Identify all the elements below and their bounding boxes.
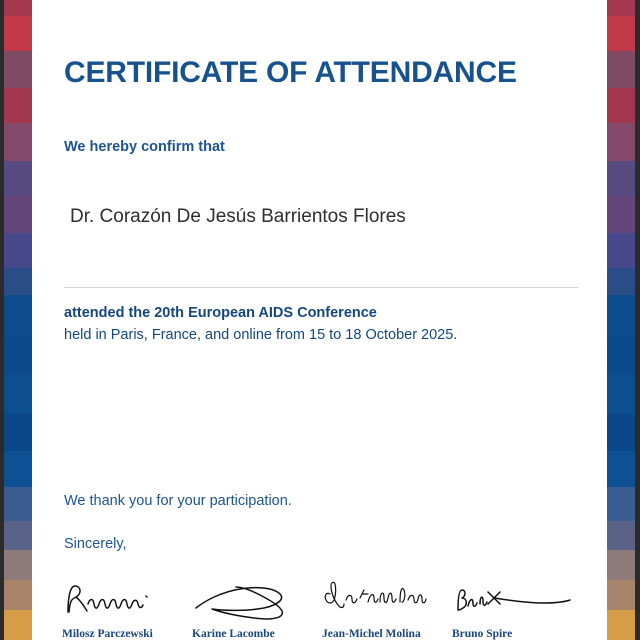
section-divider (64, 287, 578, 288)
confirmation-statement: We hereby confirm that (64, 139, 225, 155)
closing-salutation: Sincerely, (64, 536, 127, 552)
stripe-band-2 (4, 51, 32, 88)
stripe-band-2 (607, 51, 635, 88)
signatory-name: Karine Lacombe (192, 628, 275, 640)
stripe-band-7 (4, 233, 32, 268)
signature-block (322, 578, 452, 640)
signature-block (452, 578, 582, 640)
stripe-band-16 (607, 550, 635, 580)
handwritten-signature-icon (452, 578, 582, 620)
page-title: CERTIFICATE OF ATTENDANCE (64, 56, 517, 89)
stripe-band-17 (607, 580, 635, 610)
stripe-band-18 (607, 610, 635, 640)
signatory-name: Bruno Spire (452, 628, 513, 640)
stripe-band-11 (607, 375, 635, 414)
stripe-band-3 (4, 88, 32, 123)
stripe-band-9 (4, 295, 32, 337)
stripe-band-4 (607, 123, 635, 162)
stripe-band-4 (4, 123, 32, 162)
signature-block (192, 578, 322, 640)
stripe-band-13 (4, 451, 32, 488)
stripe-band-5 (4, 161, 32, 196)
handwritten-signature-icon (192, 578, 322, 620)
stripe-band-10 (4, 337, 32, 376)
stripe-band-14 (4, 487, 32, 520)
thank-you-statement: We thank you for your participation. (64, 493, 292, 509)
event-name: attended the 20th European AIDS Conference (64, 305, 377, 321)
stripe-band-11 (4, 375, 32, 414)
stripe-band-6 (4, 196, 32, 233)
handwritten-signature-icon (322, 578, 452, 620)
stripe-band-12 (4, 414, 32, 451)
stripe-band-1 (4, 16, 32, 51)
stripe-band-3 (607, 88, 635, 123)
stripe-band-5 (607, 161, 635, 196)
stripe-band-1 (607, 16, 635, 51)
stripe-band-18 (4, 610, 32, 640)
stripe-band-16 (4, 550, 32, 580)
stripe-band-14 (607, 487, 635, 520)
stripe-band-17 (4, 580, 32, 610)
recipient-name: Dr. Corazón De Jesús Barrientos Flores (70, 206, 406, 227)
signatory-name: Jean-Michel Molina (322, 628, 421, 640)
stripe-band-0 (607, 0, 635, 16)
stripe-band-12 (607, 414, 635, 451)
left-page-edge (0, 0, 4, 640)
signatory-name: Milosz Parczewski (62, 628, 153, 640)
stripe-band-8 (4, 268, 32, 294)
handwritten-signature-icon (62, 578, 192, 620)
signature-row (62, 578, 582, 640)
left-decorative-stripe (4, 0, 32, 640)
stripe-band-15 (607, 521, 635, 551)
stripe-band-0 (4, 0, 32, 16)
stripe-band-7 (607, 233, 635, 268)
stripe-band-6 (607, 196, 635, 233)
stripe-band-9 (607, 295, 635, 337)
stripe-band-10 (607, 337, 635, 376)
signature-block (62, 578, 192, 640)
stripe-band-13 (607, 451, 635, 488)
right-page-edge (635, 0, 640, 640)
right-decorative-stripe (607, 0, 635, 640)
stripe-band-8 (607, 268, 635, 294)
stripe-band-15 (4, 521, 32, 551)
event-details: held in Paris, France, and online from 15 to 18 October 2025. (64, 327, 458, 343)
